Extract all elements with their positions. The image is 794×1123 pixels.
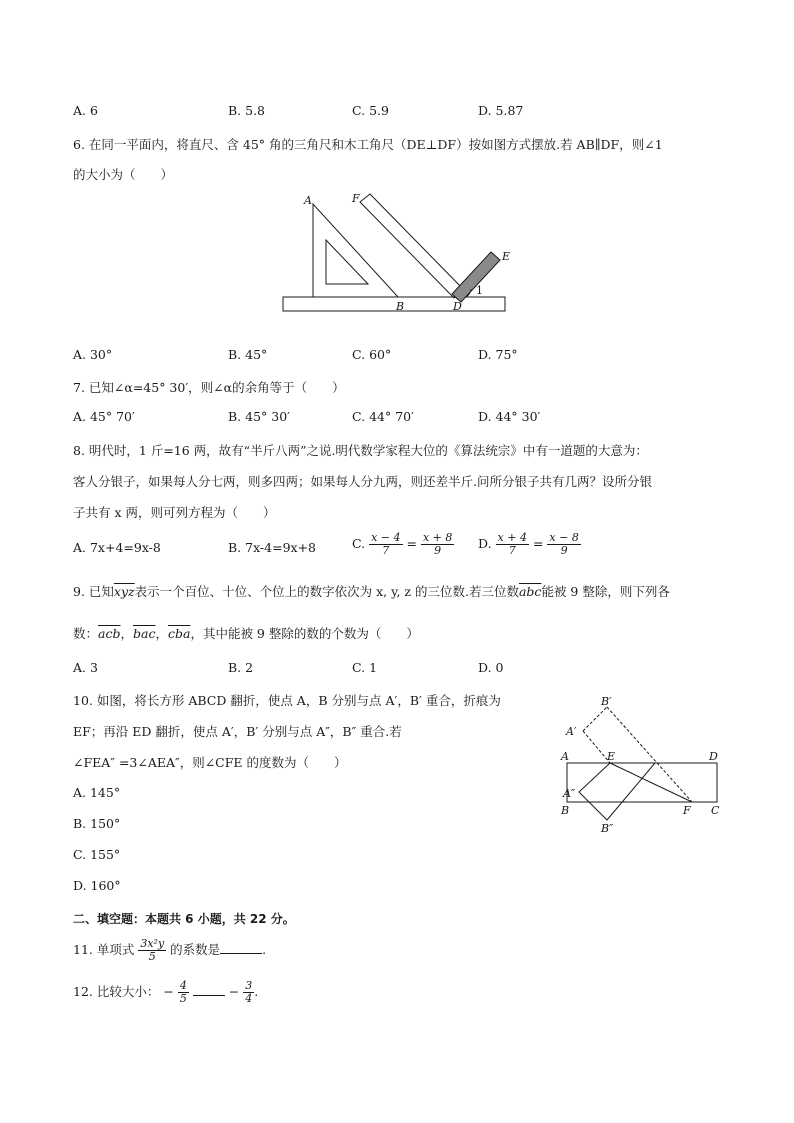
q9-bac: $\overline{bac}$ [133, 626, 156, 641]
q8-option-d-right-fraction: $\frac{x - 8}{9}$ [549, 531, 579, 557]
q10-stem-line2: EF；再沿 ED 翻折，使点 A′，B′ 分别与点 A″，B″ 重合.若 [73, 724, 402, 739]
q9-sep: ， [120, 626, 133, 641]
q12-fraction-1: $\frac{4}{5}$ [179, 979, 187, 1005]
q8-option-d-left-fraction: $\frac{x + 4}{7}$ [497, 531, 527, 557]
q11-end: . [262, 942, 267, 957]
q10-second-fold [579, 763, 655, 820]
q9-abc: $\overline{abc}$ [518, 584, 542, 599]
q8-option-c-left-fraction: $\frac{x - 4}{7}$ [371, 531, 401, 557]
q10-label-bpp: B″ [601, 822, 614, 835]
q6-label-e: E [502, 250, 511, 263]
q9-cba: $\overline{cba}$ [167, 626, 191, 641]
q10-dashed-ap-e [583, 731, 610, 763]
q9-option-b: B. 2 [228, 660, 254, 675]
q10-label-a: A [561, 750, 569, 763]
q9-option-d: D. 0 [478, 660, 504, 675]
q11-suffix: 的系数是 [170, 942, 221, 957]
q12-answer-blank[interactable] [193, 985, 225, 996]
q10-option-c: C. 155° [73, 847, 121, 862]
q12-prefix: 12. 比较大小： [73, 984, 160, 999]
q5-option-b: B. 5.8 [228, 103, 266, 118]
q7-option-c: C. 44° 70′ [352, 409, 414, 424]
q6-square-arm-df [360, 194, 464, 298]
q6-label-d: D [453, 300, 462, 313]
q6-option-c: C. 60° [352, 347, 392, 362]
q10-dashed-bp-f [607, 707, 692, 802]
q6-option-a: A. 30° [73, 347, 113, 362]
q10-label-f: F [683, 804, 691, 817]
q10-stem-line3: ∠FEA″ =3∠AEA″，则∠CFE 的度数为（ ） [73, 755, 347, 770]
q6-label-b: B [396, 300, 405, 313]
q9-line1-a: 9. 已知 [73, 584, 114, 599]
q7-option-a: A. 45° 70′ [73, 409, 135, 424]
q12-end: . [254, 984, 259, 999]
q8-option-a: A. 7x+4=9x-8 [73, 540, 161, 555]
q8-stem-line3: 子共有 x 两，则可列方程为（ ） [73, 505, 276, 520]
q12-neg1: − [163, 984, 174, 999]
q9-stem-line1 [73, 582, 670, 600]
q8-option-c-right-fraction: $\frac{x + 8}{9}$ [422, 531, 453, 557]
q10-figure [555, 688, 730, 838]
q10-option-b: B. 150° [73, 816, 121, 831]
q8-option-b: B. 7x-4=9x+8 [228, 540, 316, 555]
q6-triangle-inner [326, 240, 368, 284]
section2-title: 二、填空题：本题共 6 小题，共 22 分。 [73, 912, 295, 926]
q6-label-a: A [304, 194, 312, 207]
q9-acb: $\overline{acb}$ [98, 626, 121, 641]
q9-sep: ， [155, 626, 168, 641]
q8-option-d-prefix: D. [478, 536, 492, 551]
q8-option-d-equals: = [532, 536, 544, 551]
q12-stem [73, 980, 258, 1005]
q8-option-c-prefix: C. [352, 536, 366, 551]
q8-stem-line1: 8. 明代时，1 斤=16 两，故有“半斤八两”之说.明代数学家程大位的《算法统宗》中有一道题的大意为： [73, 443, 648, 458]
q9-option-a: A. 3 [73, 660, 98, 675]
q6-stem-line1: 6. 在同一平面内，将直尺、含 45° 角的三角尺和木工角尺（DE⊥DF）按如图方式摆放.若 AB∥DF，则∠1 [73, 137, 663, 152]
q10-option-d: D. 160° [73, 878, 121, 893]
q12-fraction-2: $\frac{3}{4}$ [245, 979, 253, 1005]
q9-xyz: $\overline{xyz}$ [113, 584, 135, 599]
q10-label-d: D [709, 750, 718, 763]
q9-line1-c: 能被 9 整除，则下列各 [541, 584, 670, 599]
q11-answer-blank[interactable] [220, 943, 262, 954]
q11-prefix: 11. 单项式 [73, 942, 135, 957]
q10-dashed-ap-bp [583, 707, 607, 731]
q10-label-ap: A′ [566, 725, 577, 738]
q11-stem [73, 938, 266, 963]
q5-option-d: D. 5.87 [478, 103, 524, 118]
q8-option-d [478, 532, 581, 557]
q8-option-c-equals: = [406, 536, 417, 551]
q10-label-e: E [607, 750, 616, 763]
q10-label-b: B [561, 804, 570, 817]
q8-option-c [352, 532, 454, 557]
q10-stem-line1: 10. 如图，将长方形 ABCD 翻折，使点 A，B 分别与点 A′，B′ 重合，折痕为 [73, 693, 501, 708]
q9-line2-a: 数： [73, 626, 99, 641]
q8-stem-line2: 客人分银子，如果每人分七两，则多四两；如果每人分九两，则还差半斤.问所分银子共有几两？设所分银 [73, 474, 652, 489]
q6-option-d: D. 75° [478, 347, 518, 362]
q12-neg2: − [228, 984, 240, 999]
q11-fraction: $\frac{\text{3x²y}}{5}$ [140, 937, 165, 963]
q9-stem-line2 [73, 624, 419, 642]
q7-stem: 7. 已知∠α=45° 30′，则∠α的余角等于（ ） [73, 380, 345, 395]
q6-label-f: F [352, 192, 360, 205]
q10-crease-ef [610, 763, 692, 802]
q6-option-b: B. 45° [228, 347, 268, 362]
q6-label-1: 1 [476, 284, 483, 297]
q6-ruler [283, 297, 505, 311]
q10-label-app: A″ [563, 787, 576, 800]
q7-option-d: D. 44° 30′ [478, 409, 541, 424]
q6-stem-line2: 的大小为（ ） [73, 167, 174, 182]
q6-figure [280, 190, 515, 318]
q7-option-b: B. 45° 30′ [228, 409, 291, 424]
q5-option-c: C. 5.9 [352, 103, 389, 118]
q9-line2-b: ，其中能被 9 整除的数的个数为（ ） [190, 626, 419, 641]
q10-option-a: A. 145° [73, 785, 121, 800]
q5-option-a: A. 6 [73, 103, 98, 118]
q9-option-c: C. 1 [352, 660, 378, 675]
q10-label-bp: B′ [601, 695, 612, 708]
q9-line1-b: 表示一个百位、十位、个位上的数字依次为 x, y, z 的三位数.若三位数 [134, 584, 519, 599]
q10-label-c: C [711, 804, 720, 817]
